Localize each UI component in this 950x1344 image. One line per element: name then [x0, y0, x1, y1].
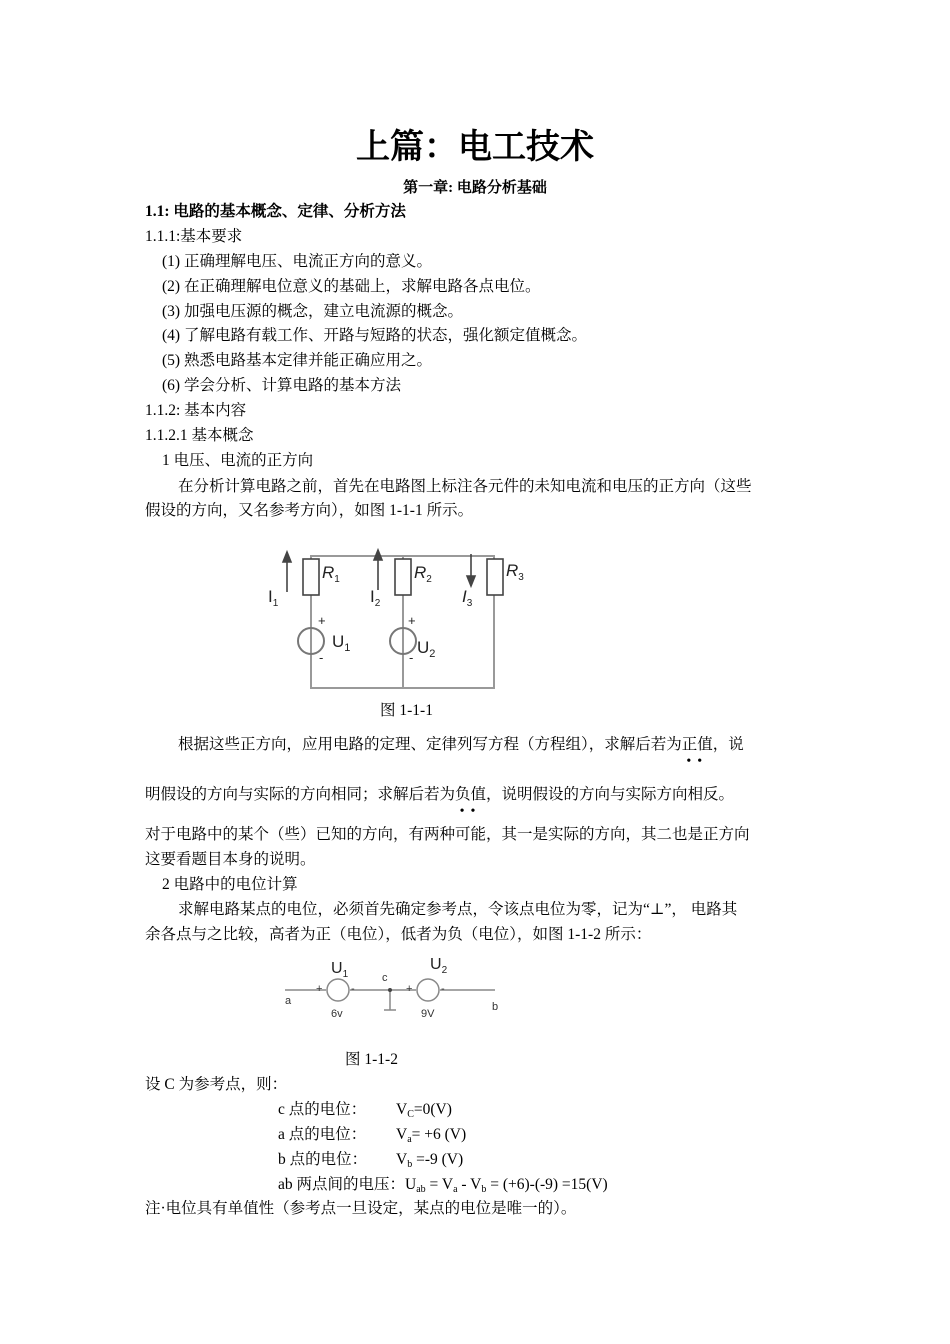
page-title: 上篇：电工技术	[356, 129, 594, 166]
plus-sign-2: +	[406, 983, 413, 995]
resistor-r2	[395, 559, 411, 595]
requirement-2: (2) 在正确理解电位意义的基础上，求解电路各点电位。	[162, 278, 541, 295]
paragraph-4-line-1: 对于电路中的某个（些）已知的方向，有两种可能，其一是实际的方向，其二也是正方向	[145, 826, 750, 843]
label-u1: $U_1$	[331, 960, 349, 980]
label-u1: $U_1$	[332, 632, 351, 654]
item2-heading: 2 电路中的电位计算	[162, 876, 298, 893]
section-heading: 1.1: 电路的基本概念、定律、分析方法	[145, 203, 406, 220]
figure-2-caption: 图 1-1-2	[345, 1051, 398, 1068]
voltage-ab: ab 两点间的电压：Uab = Va - Vb = (+6)-(-9) =15(V)	[278, 1176, 608, 1195]
requirements-heading: 1.1.1:基本要求	[145, 228, 243, 245]
potential-a: a 点的电位： Va= +6 (V)	[278, 1126, 467, 1145]
label-u2: $U_2$	[417, 638, 436, 660]
label-i2: $I_2$	[370, 587, 381, 609]
source-u1	[327, 979, 349, 1001]
label-r2: $R_2$	[414, 563, 432, 585]
paragraph-1-line-1: 在分析计算电路之前，首先在电路图上标注各元件的未知电流和电压的正方向（这些	[178, 478, 752, 495]
emphasis-negative: 负值 ••	[455, 786, 487, 819]
arrow-up-icon	[283, 552, 291, 562]
requirement-4: (4) 了解电路有载工作、开路与短路的状态，强化额定值概念。	[162, 327, 587, 344]
paragraph-2: 根据这些正方向，应用电路的定理、定律列写方程（方程组），求解后若为正值 •• ，说	[178, 736, 744, 769]
paragraph-1-line-2: 假设的方向，又名参考方向），如图 1-1-1 所示。	[145, 502, 474, 519]
resistor-r1	[303, 559, 319, 595]
chapter-heading: 第一章: 电路分析基础	[403, 180, 547, 196]
label-r1: $R_1$	[322, 563, 340, 585]
requirement-5: (5) 熟悉电路基本定律并能正确应用之。	[162, 352, 432, 369]
label-i1: $I_1$	[268, 587, 279, 609]
paragraph-5-line-2: 余各点与之比较，高者为正（电位），低者为负（电位），如图 1-1-2 所示：	[145, 926, 652, 943]
emphasis-positive: 正值 ••	[681, 736, 713, 769]
requirement-3: (3) 加强电压源的概念，建立电流源的概念。	[162, 303, 463, 320]
note: 注·电位具有单值性（参考点一旦设定，某点的电位是唯一的）。	[145, 1200, 577, 1217]
arrow-down-icon	[467, 576, 475, 586]
item1-heading: 1 电压、电流的正方向	[162, 452, 314, 469]
label-u2: $U_2$	[430, 956, 448, 976]
plus-sign-2: +	[408, 613, 416, 628]
voltage-9v: 9V	[421, 1008, 435, 1020]
minus-sign-1: -	[351, 983, 355, 995]
requirement-1: (1) 正确理解电压、电流正方向的意义。	[162, 253, 432, 270]
circuit-figure-1	[260, 540, 540, 700]
label-i3: $I_3$	[462, 587, 473, 609]
minus-sign-1: -	[319, 650, 324, 665]
node-b: b	[492, 1001, 499, 1013]
minus-sign-2: -	[409, 650, 414, 665]
paragraph-4-line-2: 这要看题目本身的说明。	[145, 851, 316, 868]
circuit-figure-2	[280, 952, 510, 1027]
plus-sign-1: +	[318, 613, 326, 628]
concept-heading: 1.1.2.1 基本概念	[145, 427, 254, 444]
label-r3: $R_3$	[506, 561, 524, 583]
potential-c: c 点的电位： VC=0(V)	[278, 1101, 452, 1120]
node-a: a	[285, 995, 292, 1007]
source-u2	[417, 979, 439, 1001]
paragraph-3: 明假设的方向与实际的方向相同；求解后若为负值 •• ，说明假设的方向与实际方向相反。	[145, 786, 735, 819]
figure-1-caption: 图 1-1-1	[380, 702, 433, 719]
minus-sign-2: -	[441, 983, 445, 995]
potential-b: b 点的电位： Vb =-9 (V)	[278, 1151, 464, 1170]
voltage-6v: 6v	[331, 1008, 343, 1020]
content-heading: 1.1.2: 基本内容	[145, 402, 247, 419]
arrow-up-icon	[374, 550, 382, 560]
reference-point-line: 设 C 为参考点，则：	[145, 1076, 288, 1093]
plus-sign-1: +	[316, 983, 323, 995]
paragraph-5-line-1: 求解电路某点的电位，必须首先确定参考点，令该点电位为零，记为“⊥”， 电路其	[178, 901, 738, 918]
resistor-r3	[487, 559, 503, 595]
node-c: c	[382, 972, 388, 984]
requirement-6: (6) 学会分析、计算电路的基本方法	[162, 377, 401, 394]
